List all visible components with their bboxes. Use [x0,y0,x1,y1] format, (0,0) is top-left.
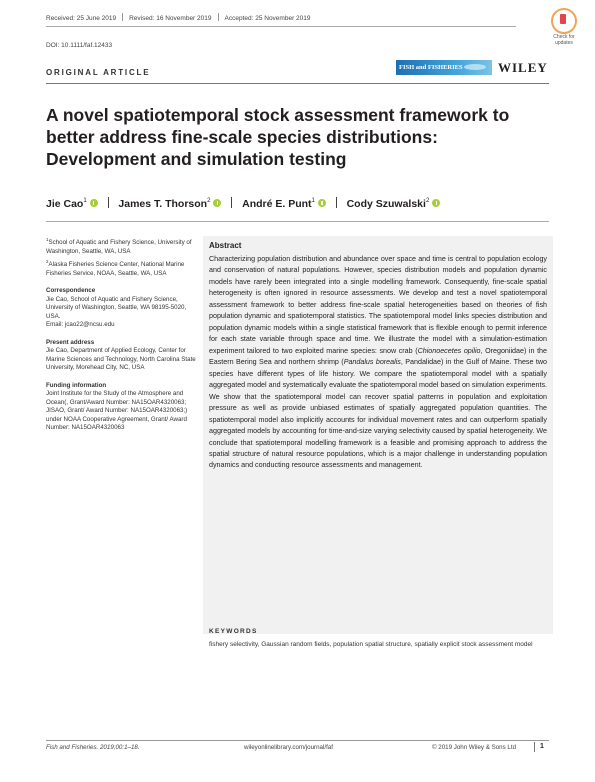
affiliation: $^1$School of Aquatic and Fishery Science, University of Washington, Seattle, WA, USA [46,237,192,255]
revised-date: Revised: 16 November 2019 [129,15,212,22]
journal-logo-text: FISH and FISHERIES [399,64,463,71]
affiliation: $^2$Alaska Fisheries Science Center, National Marine Fisheries Service, NOAA, Seattle, WA, USA [46,259,185,277]
page-number: 1 [540,743,544,750]
present-address-heading: Present address [46,338,95,346]
article-title: A novel spatiotemporal stock assessment framework to better address fine-scale species distributions: Development and simulation testing [46,105,510,169]
orcid-icon[interactable] [318,199,326,207]
correspondence-text: Jie Cao, School of Aquatic and Fishery Science, University of Washington, Seattle, WA 98195-5020, USA. [46,295,187,320]
funding-text: Joint Institute for the Study of the Atmosphere and Ocean(, Grant/Award Number: NA15OAR4320063; JISAO, Grant/ Award Number: NA15OAR4320063;) under NOAA Cooperative Agreement, Grant/ Award Number: NA15OAR4320063 [46,390,188,431]
journal-url[interactable]: wileyonlinelibrary.com/journal/faf [244,744,333,751]
journal-logo [396,60,492,75]
article-type: ORIGINAL ARTICLE [46,68,151,77]
orcid-icon[interactable] [90,199,98,207]
divider [46,740,549,741]
author-list [46,197,440,210]
divider [46,26,516,27]
accepted-date: Accepted: 25 November 2019 [224,15,311,22]
divider [46,221,549,222]
present-address-text: Jie Cao, Department of Applied Ecology, Center for Marine Sciences and Technology, North Carolina State University, Morehead City, NC, USA [46,347,196,371]
abstract-box [203,236,553,634]
divider [46,83,549,84]
crossmark-icon [551,8,577,34]
correspondence-email[interactable]: Email: jcao22@ncsu.edu [46,321,115,328]
abstract-text: Characterizing population distribution and abundance over space and time is central to population ecology and conservation of natural populations. However, species distribution models and population dynamic models have rarely been integrated into a single modelling framework. Consequently, fine-scale spatial heterogeneity is often ignored in resource assessments. We develop and test a novel spatiotemporal assessment framework to better address fine-scale spatial heterogeneities based on theories of fish population dynamic and spatiotemporal statistics. The spatiotemporal model links species distribution and population dynamic models within a single statistical framework that is flexible enough to permit inference for each state variable through space and time. We illustrate the model with a simulation-estimation experiment tailored to two exploited marine species: snow crab (Chionoecetes opilio, Oregoniidae) in the Eastern Bering Sea and northern shrimp (Pandalus borealis, Pandalidae) in the Gulf of Maine. These two species have different types of life history. We compare the spatiotemporal model with a spatially aggregated model and systematically evaluate the spatiotemporal model based on simulation experiments. We show that the spatiotemporal model can recover spatial patterns in population and exploitation pressure as well as provide unbiased estimates of spatially aggregated population quantities. The spatiotemporal model also implicitly accounts for individual movement rates and can outperform spatially aggregated models by accounting for time-and-size varying selectivity caused by spatial heterogeneity. We conclude that spatiotemporal modelling framework is a feasible and promising approach to address the spatial structure of natural resource populations, which is a major challenge in understanding population dynamics and conducting resource assessments and management. [209,255,547,470]
author[interactable]: André E. Punt$^1$ [242,198,326,210]
copyright: © 2019 John Wiley & Sons Ltd [432,744,517,751]
author[interactable]: Cody Szuwalski$^2$ [347,198,441,210]
author[interactable]: James T. Thorson$^2$ [118,198,221,210]
publisher-logo: WILEY [498,60,548,75]
abstract-heading: Abstract [209,241,242,250]
received-date: Received: 25 June 2019 [46,15,117,22]
sidebar [46,236,196,433]
check-updates-label: Check for updates [553,34,575,46]
article-dates [46,13,311,22]
fish-icon [464,64,486,70]
correspondence-heading: Correspondence [46,287,96,294]
funding-heading: Funding information [46,381,107,389]
journal-citation: Fish and Fisheries. 2019;00:1–18. [46,744,140,751]
check-for-updates-badge[interactable] [546,8,582,48]
keywords-text: fishery selectivity, Gaussian random fields, population spatial structure, spatially explicit stock assessment model [209,641,533,648]
doi[interactable]: DOI: 10.1111/faf.12433 [46,42,113,49]
divider [534,742,535,752]
author[interactable]: Jie Cao$^1$ [46,198,98,210]
keywords-heading: KEYWORDS [209,628,258,635]
orcid-icon[interactable] [432,199,440,207]
orcid-icon[interactable] [213,199,221,207]
